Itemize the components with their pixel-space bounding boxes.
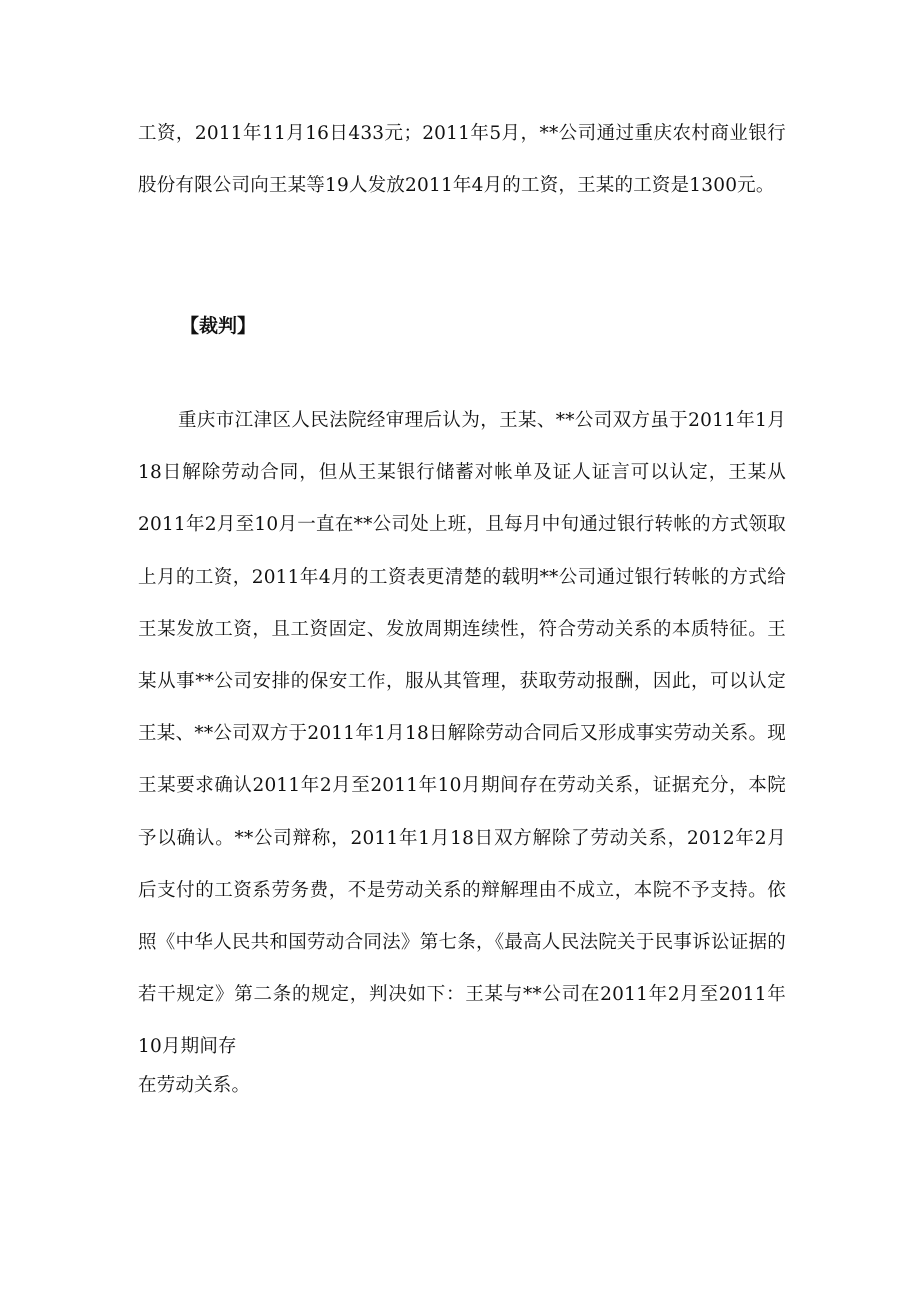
section-heading-judgment: 【裁判】 bbox=[180, 315, 257, 337]
body-paragraph-1: 工资，2011年11月16日433元；2011年5月，**公司通过重庆农村商业银行股份有限公司向王某等19人发放2011年4月的工资，王某的工资是1300元。 bbox=[138, 123, 786, 197]
body-paragraph-2: 重庆市江津区人民法院经审理后认为，王某、**公司双方虽于2011年1月18日解除劳动合同，但从王某银行储蓄对帐单及证人证言可以认定，王某从2011年2月至10月一直在**公司处上班，且每月中旬通过银行转帐的方式领取上月的工资，2011年4月的工资表更清楚的载明**公司通过银行转帐的方式给王某发放工资，且工资固定、发放周期连续性，符合劳动关系的本质特征。王某从事**公司安排的保安工作，服从其管理，获取劳动报酬，因此，可以认定王某、**公司双方于2011年1月18日解除劳动合同后又形成事实劳动关系。现王某要求确认2011年2月至2011年10月期间存在劳动关系，证据充分，本院予以确认。**公司辩称，2011年1月18日双方解除了劳动关系，2012年2月后支付的工资系劳务费，不是劳动关系的辩解理由不成立，本院不予支持。依照《中华人民共和国劳动合同法》第七条，《最高人民法院关于民事诉讼证据的若干规定》第二条的规定，判决如下：王某与**公司在2011年2月至2011年10月期间存 bbox=[138, 410, 786, 1058]
body-paragraph-3: 在劳动关系。 bbox=[138, 1075, 251, 1096]
